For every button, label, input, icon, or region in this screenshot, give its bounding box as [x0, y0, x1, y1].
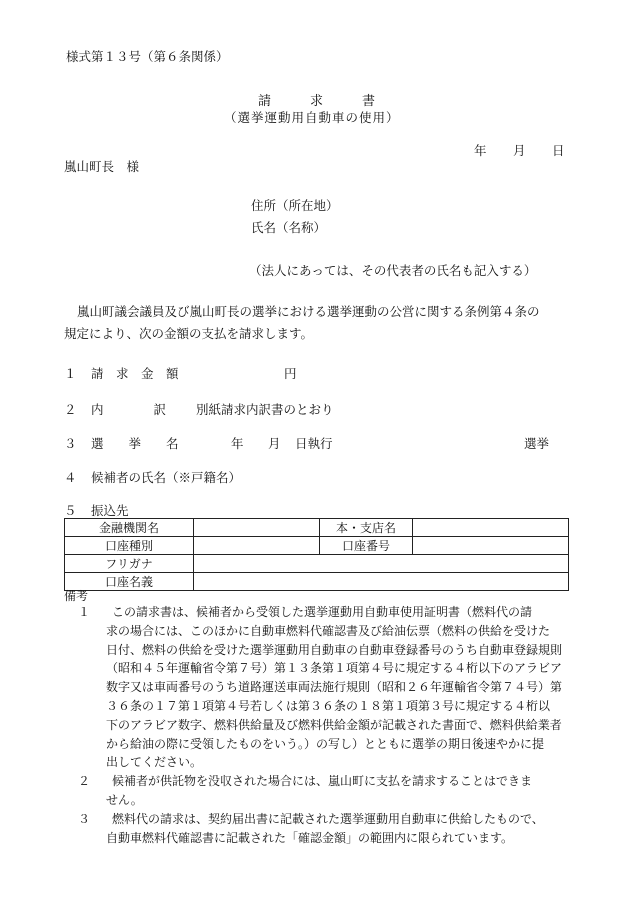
account-type-label: 口座種別 — [65, 537, 194, 555]
note-number: １ — [78, 605, 91, 619]
item-label: 内 訳 — [91, 402, 167, 417]
note-number: ２ — [78, 774, 91, 788]
note-text — [106, 772, 571, 810]
address-label: 住所（所在地） — [251, 198, 339, 213]
account-number-label: 口座番号 — [320, 537, 413, 555]
item-label: 振込先 — [91, 503, 129, 518]
account-holder-label: 口座名義 — [65, 573, 194, 591]
item-number: １ — [64, 366, 77, 381]
notes-heading: 備考 — [64, 589, 89, 603]
corporate-note: （法人にあっては、その代表者の氏名も記入する） — [249, 263, 537, 278]
note-3 — [66, 810, 571, 848]
item-number: ４ — [64, 470, 77, 485]
branch-cell[interactable] — [413, 519, 569, 537]
note-line: せん。 — [106, 792, 143, 807]
name-label: 氏名（名称） — [251, 220, 327, 235]
item-number: ２ — [64, 402, 77, 417]
item-number: ５ — [64, 503, 77, 518]
addressee: 嵐山町長 様 — [64, 159, 140, 174]
note-line: 日付、燃料の供給を受けた選挙運動用自動車の自動車登録番号のうち自動車登録規則 — [106, 642, 563, 657]
furigana-cell[interactable] — [194, 555, 569, 573]
note-line: 下のアラビア数字、燃料供給量及び燃料供給金額が記載された書面で、燃料供給業者 — [106, 717, 562, 732]
item-number: ３ — [64, 436, 77, 451]
note-line: 燃料代の請求は、契約届出書に記載された選挙運動用自動車に供給したもので、 — [112, 812, 544, 826]
branch-label: 本・支店名 — [320, 519, 413, 537]
election-month: 月 — [268, 436, 281, 451]
note-number: ３ — [78, 812, 91, 826]
document-subtitle: （選挙運動用自動車の使用） — [224, 110, 400, 125]
note-line: （昭和４５年運輸省令第７号）第１３条第１項第４号に規定する４桁以下のアラビア — [106, 661, 563, 676]
bank-name-cell[interactable] — [194, 519, 320, 537]
body-line-1: 嵐山町議会議員及び嵐山町長の選挙における選挙運動の公営に関する条例第４条の — [77, 304, 540, 319]
bank-name-label: 金融機関名 — [65, 519, 194, 537]
date-day: 日 — [552, 143, 565, 158]
date-month: 月 — [513, 143, 526, 158]
note-line: 求の場合には、このほかに自動車燃料代確認書及び給油伝票（燃料の供給を受けた — [106, 623, 551, 638]
table-row — [65, 519, 569, 537]
note-line: 自動車燃料代確認書に記載された「確認金額」の範囲内に限られています。 — [106, 830, 514, 845]
election-day: 日執行 — [295, 436, 333, 451]
breakdown-value: 別紙請求内訳書のとおり — [196, 402, 334, 417]
table-row — [65, 537, 569, 555]
body-line-2: 規定により、次の金額の支払を請求します。 — [64, 326, 314, 341]
bank-account-table — [64, 518, 569, 591]
furigana-label: フリガナ — [65, 555, 194, 573]
note-line: 出してください。 — [106, 755, 203, 770]
election-year: 年 — [231, 436, 244, 451]
item-label: 請 求 金 額 — [91, 366, 179, 381]
table-row — [65, 555, 569, 573]
account-holder-cell[interactable] — [194, 573, 569, 591]
note-line: ３６条の１７第１項第４号若しくは第３６条の１８第１項第３号に規定する４桁以 — [106, 698, 551, 713]
item-label: 選 挙 名 — [91, 436, 179, 451]
date-year: 年 — [474, 143, 487, 158]
note-line: から給油の際に受領したものをいう。）の写し）とともに選挙の期日後速やかに提 — [106, 736, 545, 751]
form-number: 様式第１３号（第６条関係） — [66, 49, 229, 64]
note-1 — [66, 603, 571, 772]
note-line: 数字又は車両番号のうち道路運送車両法施行規則（昭和２６年運輸省令第７４号）第 — [106, 680, 563, 695]
item-label: 候補者の氏名（※戸籍名） — [91, 470, 242, 485]
note-line: この請求書は、候補者から受領した選挙運動用自動車使用証明書（燃料代の請 — [112, 605, 533, 619]
amount-unit: 円 — [284, 366, 297, 381]
note-text — [106, 603, 571, 772]
note-text — [106, 810, 571, 848]
note-line: 候補者が供託物を没収された場合には、嵐山町に支払を請求することはできま — [112, 774, 533, 788]
document-title: 請 求 書 — [258, 94, 376, 109]
account-type-cell[interactable] — [194, 537, 320, 555]
election-suffix: 選挙 — [524, 436, 550, 451]
note-2 — [66, 772, 571, 810]
account-number-cell[interactable] — [413, 537, 569, 555]
table-row — [65, 573, 569, 591]
